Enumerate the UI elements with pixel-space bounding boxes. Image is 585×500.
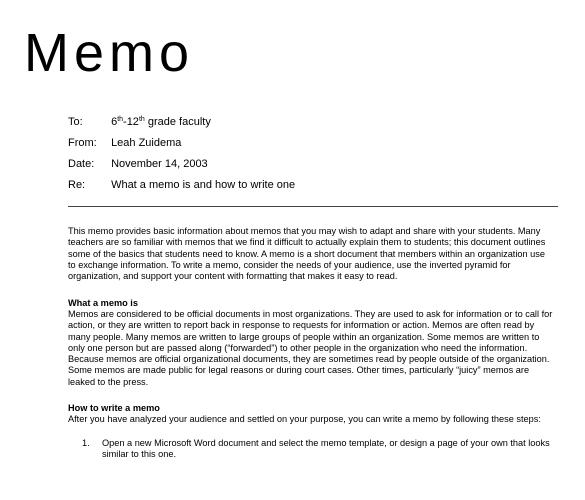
what-line: action, or they are written to report back in response to requests for information or action. Memos are often read by <box>68 320 535 331</box>
what-line: Memos are considered to be official documents in most organizations. They are used to ask for information or to call for <box>68 309 553 319</box>
from-row <box>68 136 181 150</box>
intro-line: teachers are so familiar with memos that we find it difficult to actually explain them to students; this document outlines <box>68 237 546 248</box>
what-line: many people. Many memos are written to large groups of people within an organization. Some memos are written to <box>68 331 540 342</box>
date-row <box>68 157 208 171</box>
to-value: 6th-12th grade faculty <box>111 116 211 128</box>
from-label: From: <box>68 137 97 149</box>
how-intro-line: After you have analyzed your audience and settled on your purpose, you can write a memo by following these steps: <box>68 414 541 424</box>
date-label: Date: <box>68 158 95 170</box>
list-item-number: 1. <box>82 438 90 448</box>
re-label: Re: <box>68 179 86 191</box>
date-value: November 14, 2003 <box>111 158 208 170</box>
to-label: To: <box>68 116 83 128</box>
intro-paragraph <box>68 226 568 282</box>
header-divider <box>68 206 558 207</box>
what-line: leaked to the press. <box>68 376 149 387</box>
what-line: Because memos are official organizational documents, they are sometimes read by people outside of the organization. <box>68 354 550 365</box>
intro-line: to exchange information. To write a memo, consider the needs of your audience, use the inverted pyramid for <box>68 259 511 270</box>
what-line: Some memos are made public for legal reasons or during court cases. Other times, particularly “juicy” memos are <box>68 365 530 376</box>
list-item <box>82 438 550 461</box>
re-row <box>68 178 295 192</box>
memo-title: Memo <box>24 23 195 83</box>
intro-line: This memo provides basic information about memos that you may wish to adapt and share with your students. Many <box>68 226 541 236</box>
re-value: What a memo is and how to write one <box>111 179 296 191</box>
list-item-line: Open a new Microsoft Word document and select the memo template, or design a page of your own that looks <box>102 438 550 448</box>
section-heading-how: How to write a memo <box>68 403 160 413</box>
to-row <box>68 115 211 129</box>
how-intro <box>68 414 568 425</box>
what-line: only one person but are passed along (“forwarded”) to other people in the organization who need the information. <box>68 342 528 353</box>
what-paragraph <box>68 309 568 388</box>
section-heading-what: What a memo is <box>68 298 138 308</box>
list-item-line: similar to this one. <box>102 449 177 460</box>
intro-line: organization, and support your content with formatting that makes it easy to read. <box>68 271 398 282</box>
intro-line: some of the basics that students need to know. A memo is a short document that members within an organization use <box>68 248 545 259</box>
from-value: Leah Zuidema <box>111 137 182 149</box>
